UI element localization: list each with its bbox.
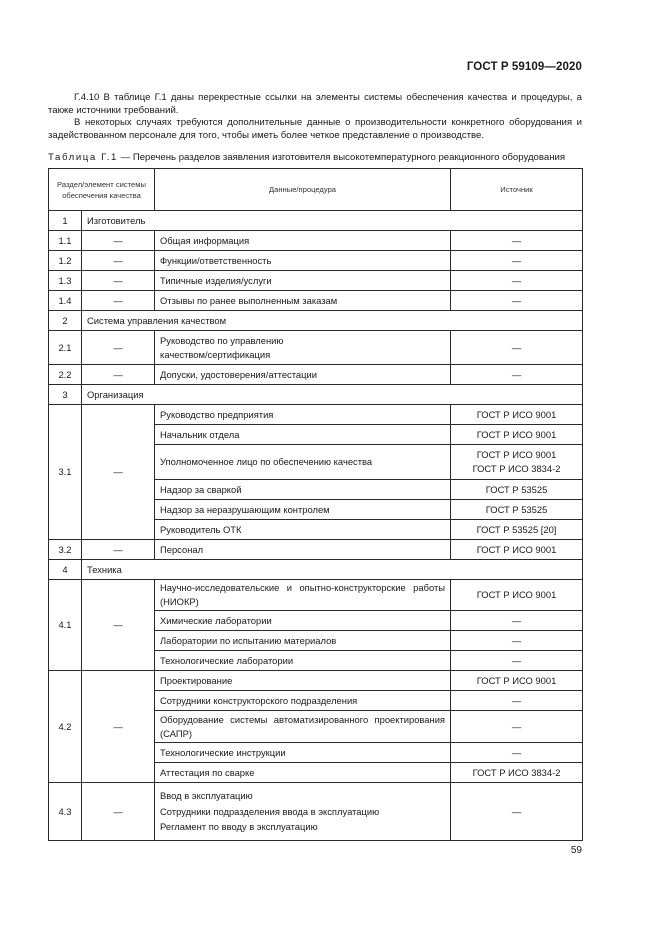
row-element: — [82, 271, 155, 291]
row-source: ГОСТ Р ИСО 3834-2 [451, 763, 583, 783]
row-element: — [82, 331, 155, 365]
row-source: ГОСТ Р ИСО 9001 [451, 425, 583, 445]
row-source: ГОСТ Р ИСО 9001 [451, 580, 583, 611]
row-element: — [82, 671, 155, 783]
row-data: Химические лаборатории [155, 611, 451, 631]
table-caption [48, 152, 588, 163]
row-number: 4.2 [49, 671, 82, 783]
intro-text [48, 92, 582, 142]
row-data: Технологические лаборатории [155, 651, 451, 671]
row-data: Руководство предприятия [155, 405, 451, 425]
row-source: — [451, 611, 583, 631]
section-title: Система управления качеством [82, 311, 583, 331]
row-element: — [82, 580, 155, 671]
row-number: 1.3 [49, 271, 82, 291]
section-row [49, 385, 583, 405]
row-data: Начальник отдела [155, 425, 451, 445]
row-source: ГОСТ Р 53525 [20] [451, 520, 583, 540]
section-number: 3 [49, 385, 82, 405]
row-number: 1.1 [49, 231, 82, 251]
row-number: 1.2 [49, 251, 82, 271]
row-element: — [82, 251, 155, 271]
row-data: Типичные изделия/услуги [155, 271, 451, 291]
section-row [49, 560, 583, 580]
row-number: 2.1 [49, 331, 82, 365]
row-number: 4.1 [49, 580, 82, 671]
row-data: Отзывы по ранее выполненным заказам [155, 291, 451, 311]
row-number: 3.1 [49, 405, 82, 540]
row-source: — [451, 743, 583, 763]
table-row [49, 271, 583, 291]
table-row [49, 231, 583, 251]
row-source: — [451, 291, 583, 311]
row-data: Надзор за сваркой [155, 480, 451, 500]
row-element: — [82, 231, 155, 251]
table-row [49, 580, 583, 611]
row-data: Допуски, удостоверения/аттестации [155, 365, 451, 385]
row-data: Функции/ответственность [155, 251, 451, 271]
row-source: ГОСТ Р ИСО 9001 [451, 405, 583, 425]
table-row [49, 783, 583, 841]
row-element: — [82, 540, 155, 560]
section-number: 2 [49, 311, 82, 331]
row-data: Проектирование [155, 671, 451, 691]
row-element: — [82, 405, 155, 540]
row-data: Общая информация [155, 231, 451, 251]
row-data-line: Сотрудники подразделения ввода в эксплуатацию [160, 805, 380, 817]
table-row [49, 540, 583, 560]
table-caption-text: — Перечень разделов заявления изготовителя высокотемпературного реакционного оборудования [117, 152, 566, 163]
row-source: — [451, 231, 583, 251]
row-data-line: качеством/сертификация [160, 348, 271, 360]
row-data-line: Ввод в эксплуатацию [160, 790, 253, 802]
section-row [49, 211, 583, 231]
sections-table [48, 168, 583, 841]
row-data: Персонал [155, 540, 451, 560]
row-source: ГОСТ Р 53525 [451, 500, 583, 520]
row-data: Научно-исследовательские и опытно-конструкторские работы (НИОКР) [155, 580, 451, 611]
row-source [451, 445, 583, 480]
section-title: Изготовитель [82, 211, 583, 231]
row-data [155, 331, 451, 365]
row-data: Лаборатории по испытанию материалов [155, 631, 451, 651]
intro-paragraph-2: В некоторых случаях требуются дополнительные данные о производительности конкретного оборудования и задействованном персонале для того, чтобы иметь более четкое представление о производстве. [48, 117, 582, 141]
intro-paragraph-1: Г.4.10 В таблице Г.1 даны перекрестные ссылки на элементы системы обеспечения качества и процедуры, а также источники требований. [48, 92, 582, 116]
table-row [49, 405, 583, 425]
row-data: Оборудование системы автоматизированного проектирования (САПР) [155, 711, 451, 743]
row-source: — [451, 711, 583, 743]
page-number: 59 [570, 845, 582, 856]
row-source: — [451, 651, 583, 671]
section-title: Организация [82, 385, 583, 405]
section-number: 4 [49, 560, 82, 580]
table-row [49, 251, 583, 271]
row-data: Сотрудники конструкторского подразделения [155, 691, 451, 711]
table-row [49, 671, 583, 691]
row-element: — [82, 783, 155, 841]
section-row [49, 311, 583, 331]
section-number: 1 [49, 211, 82, 231]
row-number: 1.4 [49, 291, 82, 311]
row-element: — [82, 291, 155, 311]
row-source: ГОСТ Р 53525 [451, 480, 583, 500]
row-data: Аттестация по сварке [155, 763, 451, 783]
row-source: — [451, 783, 583, 841]
section-title: Техника [82, 560, 583, 580]
row-data-line: Руководство по управлению [160, 334, 284, 346]
row-data: Надзор за неразрушающим контролем [155, 500, 451, 520]
row-source: ГОСТ Р ИСО 9001 [451, 671, 583, 691]
standard-code: ГОСТ Р 59109—2020 [466, 61, 582, 73]
row-data: Технологические инструкции [155, 743, 451, 763]
row-data: Уполномоченное лицо по обеспечению качества [155, 445, 451, 480]
table-row [49, 365, 583, 385]
row-source-line: ГОСТ Р ИСО 3834-2 [472, 463, 561, 474]
row-number: 3.2 [49, 540, 82, 560]
row-source: — [451, 631, 583, 651]
row-source: — [451, 691, 583, 711]
header-data: Данные/процедура [155, 169, 451, 211]
row-source-line: ГОСТ Р ИСО 9001 [476, 449, 557, 460]
row-data-line: Регламент по вводу в эксплуатацию [160, 821, 318, 833]
row-source: — [451, 251, 583, 271]
header-section: Раздел/элемент системы обеспечения качества [49, 169, 155, 211]
table-row [49, 291, 583, 311]
row-source: ГОСТ Р ИСО 9001 [451, 540, 583, 560]
table-row [49, 331, 583, 365]
row-source: — [451, 365, 583, 385]
table-caption-label: Таблица Г.1 [48, 152, 118, 163]
row-source: — [451, 271, 583, 291]
row-number: 4.3 [49, 783, 82, 841]
row-data [155, 783, 451, 841]
row-number: 2.2 [49, 365, 82, 385]
header-source: Источник [451, 169, 583, 211]
row-element: — [82, 365, 155, 385]
row-data: Руководитель ОТК [155, 520, 451, 540]
table-header-row [49, 169, 583, 211]
row-source: — [451, 331, 583, 365]
